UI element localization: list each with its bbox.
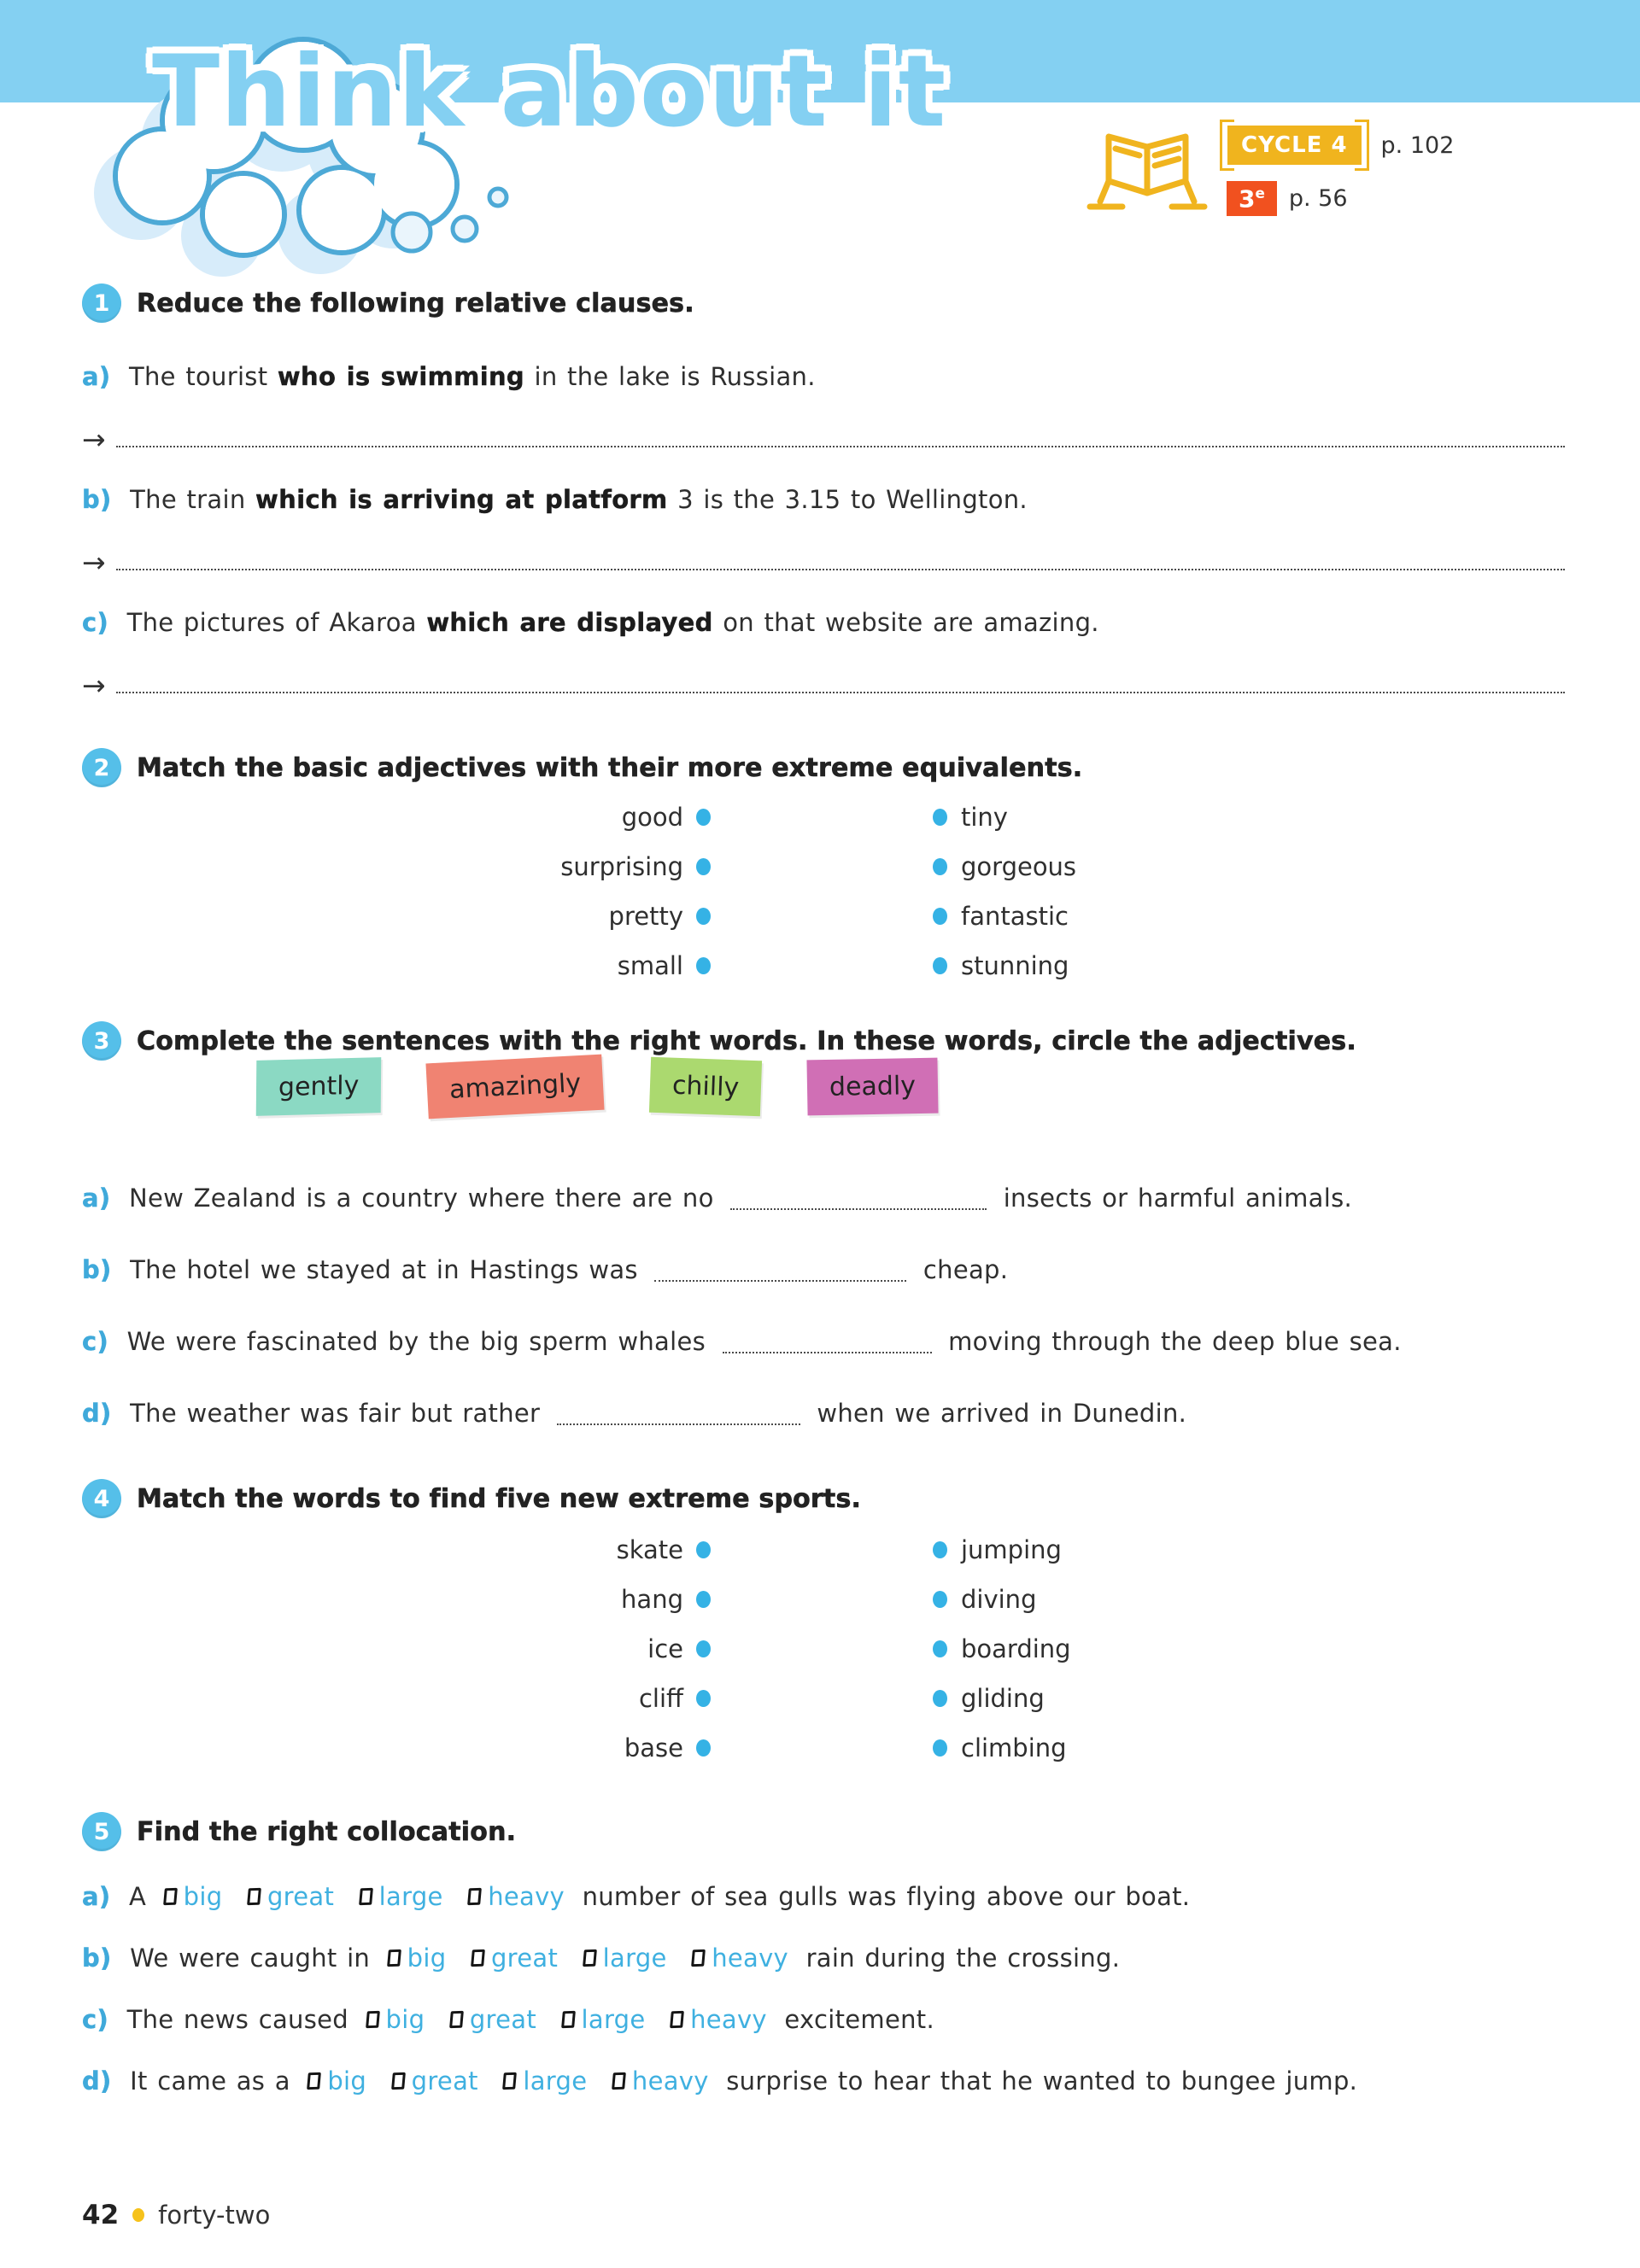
item-label: a) (82, 1184, 111, 1213)
collocation-option (472, 1944, 558, 1973)
option-word: big (327, 2066, 367, 2096)
answer-write-line[interactable] (116, 446, 1565, 447)
checkbox[interactable] (561, 2011, 576, 2029)
page-title: Think about it (152, 34, 947, 149)
match-dot-left[interactable] (696, 1591, 711, 1608)
cycle-reference (1220, 120, 1454, 171)
collocation-option (360, 1882, 443, 1911)
match-dot-left[interactable] (696, 1640, 711, 1657)
checkbox[interactable] (307, 2072, 321, 2090)
reference-block (1083, 120, 1561, 231)
word-tag: deadly (806, 1058, 938, 1116)
collocation-option (388, 1944, 447, 1973)
option-word: big (407, 1944, 447, 1973)
collocation-option (612, 2066, 709, 2096)
sentence-pre: The hotel we stayed at in Hastings was (130, 1255, 638, 1284)
sentence-pre: We were fascinated by the big sperm whales (126, 1327, 706, 1356)
cycle-badge: CYCLE 4 (1227, 126, 1362, 165)
ex3-sentence-a (82, 1184, 1565, 1213)
match-dot-left[interactable] (696, 1541, 711, 1558)
match-left-term: ice (647, 1634, 683, 1663)
item-label: c) (82, 1327, 109, 1356)
option-word: large (378, 1882, 443, 1911)
sentence-post: number of sea gulls was flying above our boat. (582, 1882, 1191, 1911)
match-dot-right[interactable] (933, 1591, 947, 1608)
option-word: heavy (690, 2005, 767, 2034)
item-label: d) (82, 1399, 112, 1428)
ex5-sentence-b (82, 1944, 1565, 1973)
match-left-term: surprising (560, 852, 683, 881)
relative-clause-bold: who is swimming (277, 362, 524, 391)
collocation-option (692, 1944, 788, 1973)
sentence-post: cheap. (922, 1255, 1009, 1284)
checkbox[interactable] (467, 1888, 482, 1906)
collocation-option (248, 1882, 334, 1911)
match-dot-left[interactable] (696, 1739, 711, 1757)
checkbox[interactable] (387, 1949, 401, 1967)
ex1-answer-line-c (82, 669, 1565, 702)
match-row (82, 1575, 1565, 1624)
match-row (82, 1624, 1565, 1674)
match-row (82, 941, 1565, 991)
option-word: heavy (712, 1944, 789, 1973)
item-label: a) (82, 362, 111, 391)
sentence-post: in the lake is Russian. (534, 362, 816, 391)
answer-write-line[interactable] (116, 569, 1565, 570)
collocation-option (468, 1882, 565, 1911)
exercise-2-matching (82, 792, 1565, 991)
collocation-option (503, 2066, 587, 2096)
match-row (82, 1723, 1565, 1773)
exercise-number-badge: 1 (82, 284, 121, 323)
sentence-pre: The pictures of Akaroa (126, 608, 417, 637)
match-dot-left[interactable] (696, 809, 711, 826)
sentence-pre: The train (130, 485, 246, 514)
match-row (82, 842, 1565, 891)
sentence-post: excitement. (784, 2005, 934, 2034)
match-dot-left[interactable] (696, 1690, 711, 1707)
exercise-5-header (82, 1812, 1565, 1851)
level-page-ref: p. 56 (1288, 185, 1348, 213)
footer-dot-icon (132, 2208, 144, 2222)
ex3-sentence-b (82, 1255, 1565, 1284)
checkbox[interactable] (163, 1888, 178, 1906)
exercise-1-title: Reduce the following relative clauses. (137, 288, 694, 319)
option-word: great (411, 2066, 478, 2096)
level-badge: 3e (1227, 181, 1277, 216)
page-footer (82, 2200, 270, 2230)
match-dot-right[interactable] (933, 1690, 947, 1707)
ex1-sentence-b (82, 485, 1565, 514)
match-right-term: diving (961, 1585, 1037, 1614)
word-tag: gently (256, 1057, 382, 1116)
exercise-5-title: Find the right collocation. (137, 1816, 517, 1847)
arrow-icon: → (82, 546, 106, 579)
option-word: heavy (631, 2066, 709, 2096)
exercise-4-matching (82, 1525, 1565, 1773)
exercise-2-header (82, 748, 1565, 787)
collocation-option (562, 2005, 646, 2034)
checkbox[interactable] (502, 2072, 517, 2090)
page-number: 42 (82, 2200, 120, 2230)
ex1-answer-line-a (82, 423, 1565, 456)
page-number-word: forty-two (158, 2201, 271, 2230)
fill-in-blank[interactable] (723, 1329, 932, 1353)
exercise-number-badge: 5 (82, 1812, 121, 1851)
exercise-4-header (82, 1479, 1565, 1518)
collocation-option (671, 2005, 767, 2034)
cycle-badge-frame (1220, 120, 1369, 171)
exercise-2 (82, 748, 1565, 787)
match-left-term: cliff (638, 1684, 683, 1713)
match-right-term: boarding (961, 1634, 1071, 1663)
collocation-option (308, 2066, 366, 2096)
item-label: d) (82, 2066, 112, 2096)
collocation-option (392, 2066, 478, 2096)
sentence-pre: The news caused (126, 2005, 348, 2034)
sentence-pre: New Zealand is a country where there are no (128, 1184, 714, 1213)
item-label: b) (82, 1944, 112, 1973)
open-book-icon (1083, 132, 1211, 217)
item-label: c) (82, 608, 109, 637)
exercise-number-badge: 4 (82, 1479, 121, 1518)
exercise-3-title: Complete the sentences with the right words. In these words, circle the adjectives. (137, 1026, 1356, 1056)
ex5-sentence-c (82, 2005, 1565, 2034)
sentence-pre: The tourist (128, 362, 268, 391)
ex1-sentence-a (82, 362, 1565, 391)
ex3-sentence-d (82, 1399, 1565, 1428)
collocation-option (450, 2005, 536, 2034)
match-left-term: base (624, 1733, 683, 1762)
exercise-1 (82, 284, 1565, 323)
ex3-sentence-c (82, 1327, 1565, 1356)
match-left-term: hang (621, 1585, 683, 1614)
option-word: large (581, 2005, 646, 2034)
match-dot-right[interactable] (933, 908, 947, 925)
sentence-post: surprise to hear that he wanted to bungee jump. (726, 2066, 1358, 2096)
word-tags (256, 1059, 984, 1114)
sentence-pre: A (128, 1882, 147, 1911)
match-dot-left[interactable] (696, 957, 711, 974)
arrow-icon: → (82, 423, 106, 456)
match-dot-right[interactable] (933, 1739, 947, 1757)
exercise-4-title: Match the words to find five new extreme sports. (137, 1483, 862, 1514)
match-left-term: small (617, 951, 683, 980)
match-right-term: gorgeous (961, 852, 1077, 881)
exercise-number-badge: 3 (82, 1021, 121, 1061)
match-dot-right[interactable] (933, 957, 947, 974)
relative-clause-bold: which are displayed (426, 608, 713, 637)
match-row (82, 792, 1565, 842)
sentence-pre: It came as a (130, 2066, 290, 2096)
checkbox[interactable] (391, 2072, 406, 2090)
answer-write-line[interactable] (116, 692, 1565, 693)
relative-clause-bold: which is arriving at platform (255, 485, 668, 514)
match-left-term: pretty (608, 902, 683, 931)
exercise-3 (82, 1021, 1565, 1061)
word-tag: amazingly (426, 1055, 605, 1119)
checkbox[interactable] (583, 1949, 597, 1967)
sentence-pre: The weather was fair but rather (130, 1399, 541, 1428)
fill-in-blank[interactable] (557, 1400, 800, 1425)
option-word: heavy (488, 1882, 565, 1911)
sentence-pre: We were caught in (130, 1944, 371, 1973)
cycle-page-ref: p. 102 (1380, 132, 1455, 159)
checkbox[interactable] (691, 1949, 706, 1967)
match-right-term: tiny (961, 803, 1008, 832)
match-left-term: skate (616, 1535, 683, 1564)
ex5-sentence-a (82, 1882, 1565, 1911)
sentence-post: on that website are amazing. (723, 608, 1099, 637)
exercise-number-badge: 2 (82, 748, 121, 787)
match-right-term: gliding (961, 1684, 1045, 1713)
ex1-answer-line-b (82, 546, 1565, 579)
sentence-post: 3 is the 3.15 to Wellington. (677, 485, 1028, 514)
item-label: b) (82, 485, 112, 514)
checkbox[interactable] (449, 2011, 464, 2029)
exercise-5 (82, 1812, 1565, 1851)
option-word: big (183, 1882, 223, 1911)
match-right-term: jumping (961, 1535, 1062, 1564)
match-right-term: climbing (961, 1733, 1067, 1762)
ex1-sentence-c (82, 608, 1565, 637)
match-row (82, 1525, 1565, 1575)
option-word: great (490, 1944, 559, 1973)
fill-in-blank[interactable] (654, 1257, 906, 1282)
checkbox[interactable] (612, 2072, 626, 2090)
sentence-post: rain during the crossing. (805, 1944, 1121, 1973)
sentence-post: insects or harmful animals. (1003, 1184, 1352, 1213)
sentence-post: moving through the deep blue sea. (948, 1327, 1402, 1356)
collocation-option (366, 2005, 425, 2034)
exercise-3-header (82, 1021, 1565, 1061)
item-label: c) (82, 2005, 109, 2034)
word-tag: chilly (648, 1057, 761, 1117)
match-dot-right[interactable] (933, 809, 947, 826)
match-dot-left[interactable] (696, 908, 711, 925)
fill-in-blank[interactable] (730, 1185, 987, 1210)
option-word: great (469, 2005, 536, 2034)
exercise-4 (82, 1479, 1565, 1518)
match-dot-right[interactable] (933, 1541, 947, 1558)
collocation-option (164, 1882, 223, 1911)
option-word: great (266, 1882, 335, 1911)
checkbox[interactable] (247, 1888, 261, 1906)
item-label: b) (82, 1255, 112, 1284)
sentence-post: when we arrived in Dunedin. (817, 1399, 1187, 1428)
item-label: a) (82, 1882, 111, 1911)
exercise-1-header (82, 284, 1565, 323)
checkbox[interactable] (359, 1888, 373, 1906)
match-right-term: stunning (961, 951, 1069, 980)
level-reference (1227, 181, 1348, 216)
option-word: large (602, 1944, 667, 1973)
checkbox[interactable] (670, 2011, 684, 2029)
checkbox[interactable] (366, 2011, 380, 2029)
match-dot-right[interactable] (933, 858, 947, 875)
ex5-sentence-d (82, 2066, 1565, 2096)
match-left-term: good (621, 803, 683, 832)
option-word: big (385, 2005, 425, 2034)
exercise-2-title: Match the basic adjectives with their more extreme equivalents. (137, 752, 1083, 783)
match-right-term: fantastic (961, 902, 1069, 931)
match-row (82, 891, 1565, 941)
match-dot-left[interactable] (696, 858, 711, 875)
match-dot-right[interactable] (933, 1640, 947, 1657)
collocation-option (583, 1944, 667, 1973)
checkbox[interactable] (471, 1949, 485, 1967)
option-word: large (523, 2066, 588, 2096)
arrow-icon: → (82, 669, 106, 702)
match-row (82, 1674, 1565, 1723)
